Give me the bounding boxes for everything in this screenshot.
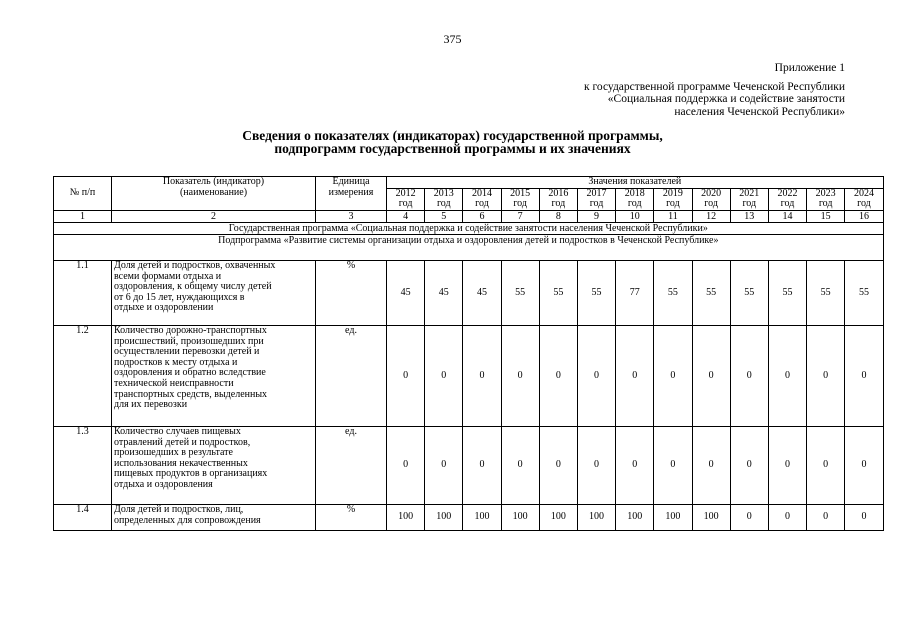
column-number: 7	[501, 210, 539, 222]
indicator-value: 0	[425, 427, 463, 505]
header-year: 2024 год	[845, 188, 883, 210]
indicator-value: 45	[463, 261, 501, 326]
indicator-value: 55	[539, 261, 577, 326]
table-header	[54, 177, 884, 223]
column-number: 13	[730, 210, 768, 222]
indicator-value: 100	[463, 505, 501, 531]
column-number: 15	[807, 210, 845, 222]
indicator-value: 0	[654, 326, 692, 427]
indicator-value: 0	[425, 326, 463, 427]
indicator-value: 55	[501, 261, 539, 326]
indicator-value: 0	[730, 326, 768, 427]
header-name: Показатель (индикатор) (наименование)	[112, 177, 316, 211]
page-number: 375	[443, 32, 462, 46]
appendix-line: «Социальная поддержка и содействие занятости	[607, 93, 845, 105]
header-year: 2013 год	[425, 188, 463, 210]
subprogram-row: Подпрограмма «Развитие системы организации отдыха и оздоровления детей и подростков в Чеченской Республике»	[54, 235, 884, 261]
indicator-unit: ед.	[316, 326, 387, 427]
indicator-value: 0	[807, 326, 845, 427]
indicator-unit: %	[316, 505, 387, 531]
header-year: 2017 год	[577, 188, 615, 210]
indicator-value: 45	[425, 261, 463, 326]
column-number: 6	[463, 210, 501, 222]
indicator-value: 100	[501, 505, 539, 531]
header-year: 2012 год	[387, 188, 425, 210]
column-number: 11	[654, 210, 692, 222]
indicator-unit: ед.	[316, 427, 387, 505]
indicator-value: 0	[692, 427, 730, 505]
indicator-value: 0	[463, 326, 501, 427]
indicator-value: 0	[692, 326, 730, 427]
header-year: 2014 год	[463, 188, 501, 210]
table-row	[54, 505, 884, 531]
indicator-value: 100	[692, 505, 730, 531]
indicator-value: 100	[577, 505, 615, 531]
table-row	[54, 326, 884, 427]
indicator-value: 55	[768, 261, 806, 326]
column-number: 16	[845, 210, 883, 222]
title-line: подпрограмм государственной программы и их значениях	[274, 141, 631, 156]
row-number: 1.2	[54, 326, 112, 427]
appendix-header	[584, 62, 845, 118]
indicator-value: 0	[845, 427, 883, 505]
column-number: 3	[316, 210, 387, 222]
header-unit: Единица измерения	[316, 177, 387, 211]
indicator-value: 55	[654, 261, 692, 326]
column-number: 10	[616, 210, 654, 222]
indicator-value: 77	[616, 261, 654, 326]
column-number: 2	[112, 210, 316, 222]
header-year: 2020 год	[692, 188, 730, 210]
appendix-line: к государственной программе Чеченской Республики	[584, 80, 845, 93]
indicator-value: 0	[501, 427, 539, 505]
header-year: 2019 год	[654, 188, 692, 210]
column-number: 8	[539, 210, 577, 222]
indicators-table	[53, 176, 884, 531]
header-num: № п/п	[54, 177, 112, 211]
indicator-value: 0	[577, 326, 615, 427]
indicator-value: 0	[807, 427, 845, 505]
indicator-value: 0	[501, 326, 539, 427]
row-number: 1.1	[54, 261, 112, 326]
column-number: 5	[425, 210, 463, 222]
indicator-value: 55	[845, 261, 883, 326]
indicator-value: 100	[616, 505, 654, 531]
indicator-value: 55	[730, 261, 768, 326]
indicator-value: 0	[807, 505, 845, 531]
indicator-value: 0	[845, 505, 883, 531]
indicator-name: Доля детей и подростков, лиц, определенных для сопровождения	[112, 505, 316, 531]
header-year: 2022 год	[768, 188, 806, 210]
indicator-value: 55	[807, 261, 845, 326]
indicator-value: 55	[692, 261, 730, 326]
indicator-value: 0	[539, 427, 577, 505]
header-year: 2015 год	[501, 188, 539, 210]
indicator-value: 100	[539, 505, 577, 531]
header-year: 2021 год	[730, 188, 768, 210]
indicator-value: 0	[768, 505, 806, 531]
document-title	[0, 129, 905, 155]
column-number: 12	[692, 210, 730, 222]
indicator-value: 0	[654, 427, 692, 505]
indicator-name: Доля детей и подростков, охваченных всеми формами отдыха и оздоровления, к общему числу детей от 6 до 15 лет, нуждающихся в отдыхе и оздоровлении	[112, 261, 316, 326]
header-year: 2016 год	[539, 188, 577, 210]
row-number: 1.4	[54, 505, 112, 531]
indicator-value: 0	[845, 326, 883, 427]
column-number: 14	[768, 210, 806, 222]
column-number: 9	[577, 210, 615, 222]
indicator-value: 0	[768, 326, 806, 427]
indicator-value: 0	[768, 427, 806, 505]
header-year: 2018 год	[616, 188, 654, 210]
column-number: 1	[54, 210, 112, 222]
row-number: 1.3	[54, 427, 112, 505]
indicator-value: 0	[616, 326, 654, 427]
indicator-value: 0	[463, 427, 501, 505]
appendix-line: населения Чеченской Республики»	[674, 105, 845, 118]
indicator-value: 0	[730, 427, 768, 505]
indicator-value: 0	[539, 326, 577, 427]
indicator-name: Количество случаев пищевых отравлений детей и подростков, произошедших в результате использования некачественных пищевых продуктов в организациях отдыха и оздоровления	[112, 427, 316, 505]
column-numbers-row	[54, 210, 884, 222]
indicator-value: 0	[730, 505, 768, 531]
indicator-value: 100	[387, 505, 425, 531]
indicator-value: 55	[577, 261, 615, 326]
indicator-value: 100	[654, 505, 692, 531]
title-line: Сведения о показателях (индикаторах) государственной программы,	[242, 128, 663, 143]
header-year: 2023 год	[807, 188, 845, 210]
program-row: Государственная программа «Социальная поддержка и содействие занятости населения Чеченской Республики»	[54, 222, 884, 235]
indicator-value: 100	[425, 505, 463, 531]
table-row	[54, 261, 884, 326]
indicator-value: 0	[387, 326, 425, 427]
indicator-value: 0	[616, 427, 654, 505]
indicator-unit: %	[316, 261, 387, 326]
indicator-value: 45	[387, 261, 425, 326]
column-number: 4	[387, 210, 425, 222]
indicator-value: 0	[577, 427, 615, 505]
appendix-label: Приложение 1	[774, 62, 845, 74]
indicator-name: Количество дорожно-транспортных происшествий, произошедших при осуществлении перевозки детей и подростков к месту отдыха и оздоровления и обратно вследствие технической неисправности транспортных средств, выделенных для их перевозки	[112, 326, 316, 427]
header-values-group: Значения показателей	[387, 177, 884, 189]
table-row	[54, 427, 884, 505]
indicator-value: 0	[387, 427, 425, 505]
